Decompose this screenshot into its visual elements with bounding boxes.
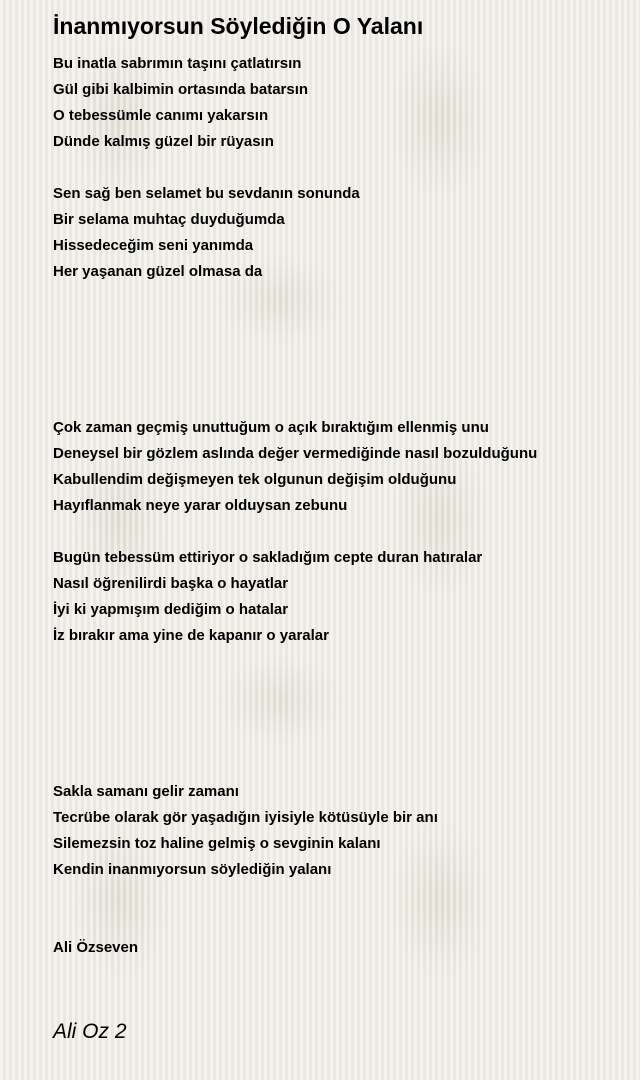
stanza-2 — [53, 181, 633, 285]
poem-line: Her yaşanan güzel olmasa da — [53, 263, 263, 280]
stanza-spacer — [53, 155, 633, 181]
poem-line: Gül gibi kalbimin ortasında batarsın — [53, 81, 309, 98]
author-signature: Ali Oz 2 — [53, 1020, 127, 1043]
poem-line: Nasıl öğrenilirdi başka o hayatlar — [53, 575, 289, 592]
poem-line: Tecrübe olarak gör yaşadığın iyisiyle kötüsüyle bir anı — [53, 809, 438, 826]
poem-line: Bir selama muhtaç duyduğumda — [53, 211, 285, 228]
poem-line: İyi ki yapmışım dediğim o hatalar — [53, 601, 289, 618]
author-spacer — [53, 909, 633, 935]
poem-author: Ali Özseven — [53, 939, 139, 956]
poem-line: Kabullendim değişmeyen tek olgunun değişim olduğunu — [53, 471, 457, 488]
poem-line: Bugün tebessüm ettiriyor o sakladığım cepte duran hatıralar — [53, 549, 483, 566]
section-spacer — [53, 649, 633, 779]
poem-line: Bu inatla sabrımın taşını çatlatırsın — [53, 55, 302, 72]
stanza-4 — [53, 545, 633, 649]
poem-line: Çok zaman geçmiş unuttuğum o açık bıraktığım ellenmiş unu — [53, 419, 489, 436]
poem-line: O tebessümle canımı yakarsın — [53, 107, 269, 124]
poem-title: İnanmıyorsun Söylediğin O Yalanı — [53, 13, 424, 39]
poem-line: Silemezsin toz haline gelmiş o sevginin kalanı — [53, 835, 381, 852]
stanza-3 — [53, 415, 633, 519]
poem-line: Sen sağ ben selamet bu sevdanın sonunda — [53, 185, 360, 202]
poem-line: Sakla samanı gelir zamanı — [53, 783, 239, 800]
poem-line: Kendin inanmıyorsun söylediğin yalanı — [53, 861, 332, 878]
stanza-spacer — [53, 519, 633, 545]
poem-line: Dünde kalmış güzel bir rüyasın — [53, 133, 274, 150]
poem-line: İz bırakır ama yine de kapanır o yaralar — [53, 627, 329, 644]
stanza-1 — [53, 51, 633, 155]
poem-line: Deneysel bir gözlem aslında değer vermediğinde nasıl bozulduğunu — [53, 445, 538, 462]
author-spacer — [53, 883, 633, 909]
poem-line: Hissedeceğim seni yanımda — [53, 237, 254, 254]
poem-line: Hayıflanmak neye yarar olduysan zebunu — [53, 497, 348, 514]
section-spacer — [53, 285, 633, 415]
stanza-5 — [53, 779, 633, 883]
poem-body — [53, 51, 633, 961]
